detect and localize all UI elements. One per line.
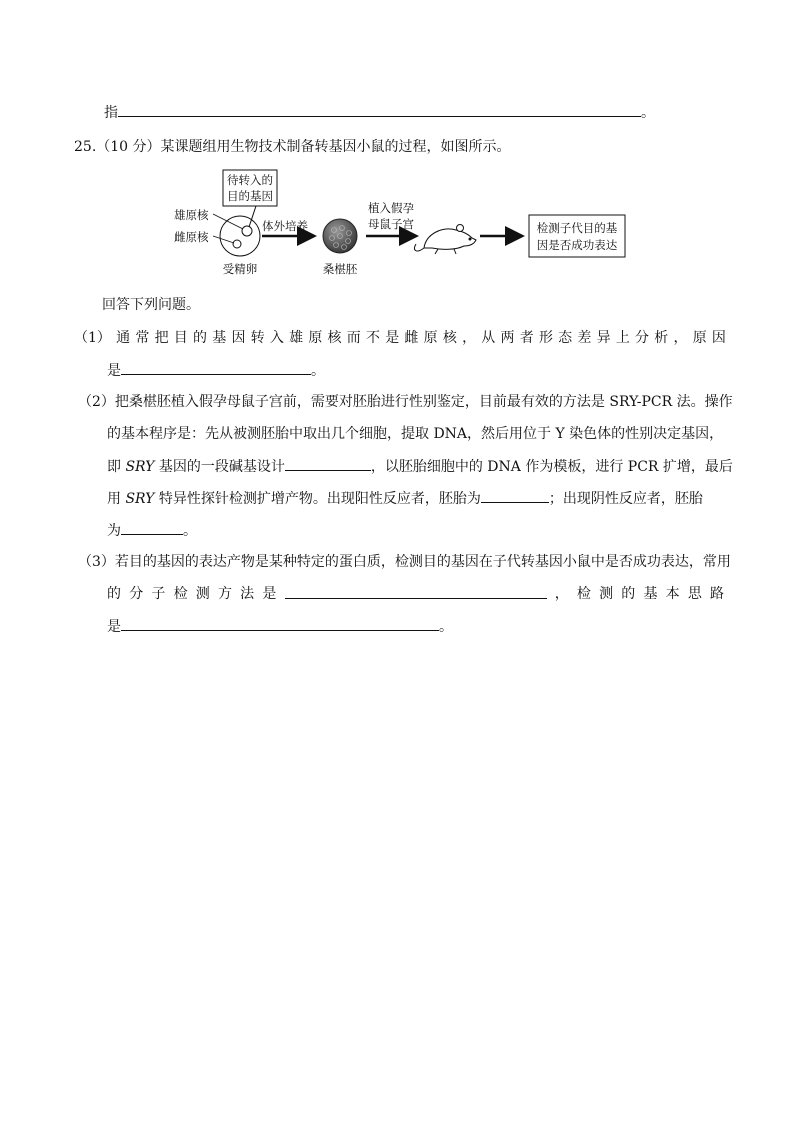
gene-box-line1: 待转入的: [227, 173, 273, 187]
sub1-char: 析: [654, 330, 669, 346]
sub1-char: 异: [596, 330, 611, 346]
sub3-char: 测: [195, 586, 210, 602]
male-nucleus-label: 雄原核: [174, 208, 209, 222]
sub3-char: ，: [554, 586, 569, 602]
sub1-char: 入: [269, 330, 284, 346]
answer-blank[interactable]: [118, 102, 641, 117]
sub3-char: 本: [665, 586, 680, 602]
top-fill-prefix: 指: [104, 105, 118, 121]
sub3-char: 检: [576, 586, 591, 602]
result-box-line1: 检测子代目的基: [536, 221, 618, 235]
answer-blank[interactable]: [285, 456, 371, 471]
sub1-char: 分: [635, 330, 650, 346]
sub2-line5: [107, 520, 197, 541]
sub1-char: 而: [346, 330, 361, 346]
female-nucleus-label: 雌原核: [174, 230, 209, 244]
sub3-line3-suffix: 。: [439, 619, 453, 635]
sub1-line2: [107, 360, 325, 381]
sub2-line3: [107, 456, 733, 477]
sub3-char: 基: [643, 586, 658, 602]
sub1-char: 原: [308, 330, 323, 346]
question-number: 25.: [74, 139, 97, 155]
sub2-line3-c: ，以胚胎细胞中的 DNA 作为模板，进行 PCR 扩增，最后: [370, 459, 733, 475]
sub2-text-1: 把桑椹胚植入假孕母鼠子宫前，需要对胚胎进行性别鉴定，目前最有效的方法是 SRY-PCR 法。操作: [114, 394, 733, 410]
sub1-char: 雄: [289, 330, 304, 346]
sub1-char: 核: [442, 330, 457, 346]
sub1-char: 是: [385, 330, 400, 346]
sub1-char: 通: [116, 330, 131, 346]
sub3-line3-prefix: 是: [107, 619, 121, 635]
sub1-char: 雌: [404, 330, 419, 346]
male-nucleus-dot: [242, 226, 252, 236]
sub1-label: （1）: [74, 330, 111, 346]
morula-label: 桑椹胚: [322, 262, 358, 276]
sub1-char: ，: [673, 330, 688, 346]
sub1-char: 态: [558, 330, 573, 346]
sub1-char: 原: [423, 330, 438, 346]
sub3-char: 思: [687, 586, 702, 602]
sub3-char: 的: [107, 586, 121, 602]
sub1-char: 上: [615, 330, 630, 346]
sub3-char: 测: [599, 586, 614, 602]
morula: [323, 219, 357, 253]
answer-prompt: 回答下列问题。: [102, 297, 200, 313]
sub3-char: 路: [710, 586, 724, 602]
sub1-line1: [74, 328, 726, 348]
step1-label: 体外培养: [262, 219, 308, 233]
sub2-line2: 的基本程序是：先从被测胚胎中取出几个细胞，提取 DNA，然后用位于 Y 染色体的性别决定基因，: [107, 426, 724, 442]
sub3-line3: [107, 616, 453, 637]
answer-blank[interactable]: [121, 616, 439, 631]
sub3-label: （3）: [78, 554, 115, 570]
sub2-line5-a: 为: [107, 523, 121, 539]
sub1-char: 者: [519, 330, 534, 346]
sub2-line4: [107, 488, 703, 509]
answer-blank[interactable]: [121, 360, 311, 375]
sub1-char: 原: [692, 330, 707, 346]
sub2-line3-a: 即: [107, 459, 126, 475]
mouse-icon: [414, 225, 476, 255]
sub1-line2-suffix: 。: [311, 363, 325, 379]
sub3-text-1: 若目的基因的表达产物是某种特定的蛋白质，检测目的基因在子代转基因小鼠中是否成功表达，常用: [114, 554, 731, 570]
sub2-line4-b: 特异性探针检测扩增产物。出现阳性反应者，胚胎为: [154, 491, 481, 507]
female-nucleus-dot: [233, 240, 241, 248]
sub3-line2: [107, 584, 724, 604]
sub1-char: 从: [481, 330, 496, 346]
sub1-char: 目: [173, 330, 188, 346]
sub2-line1: [78, 392, 733, 412]
sub2-line4-a: 用: [107, 491, 126, 507]
sub2-line5-b: 。: [183, 523, 197, 539]
sub3-char: 子: [151, 586, 166, 602]
fertilized-egg-label: 受精卵: [222, 262, 258, 276]
sub3-char: 是: [262, 586, 277, 602]
fertilized-egg: [220, 216, 260, 256]
sub2-line4-c: ；出现阴性反应者，胚胎: [548, 491, 703, 507]
question-25-stem: [74, 137, 511, 157]
sub1-char: 核: [327, 330, 342, 346]
sry-gene: SRY: [125, 459, 155, 475]
sub1-char: 常: [135, 330, 150, 346]
answer-blank[interactable]: [285, 584, 547, 599]
sub1-char: 两: [500, 330, 515, 346]
sub1-char: ，: [462, 330, 477, 346]
sub3-char: 检: [173, 586, 188, 602]
top-fill-suffix: 。: [641, 105, 655, 121]
sub1-line2-prefix: 是: [107, 363, 121, 379]
sub1-char: 把: [154, 330, 169, 346]
sub1-char: 差: [577, 330, 592, 346]
sub1-char: 因: [711, 330, 726, 346]
sub3-char: 的: [621, 586, 636, 602]
sub1-char: 转: [250, 330, 265, 346]
sub3-line1: [78, 552, 731, 572]
top-fill-line: [104, 102, 655, 123]
question-stem: 某课题组用生物技术制备转基因小鼠的过程，如图所示。: [160, 139, 511, 155]
sub1-char: 不: [365, 330, 380, 346]
transgenic-mouse-diagram: [160, 168, 630, 283]
sub1-char: 因: [231, 330, 246, 346]
gene-box-line2: 目的基因: [227, 189, 273, 203]
step2-label-line2: 母鼠子宫: [368, 217, 414, 231]
question-score: （10 分）: [96, 139, 161, 155]
sry-gene: SRY: [125, 491, 155, 507]
step2-label-line1: 植入假孕: [368, 201, 414, 215]
sub3-char: 法: [240, 586, 255, 602]
sub2-label: （2）: [78, 394, 115, 410]
sub3-char: 分: [129, 586, 144, 602]
sub1-char: 基: [212, 330, 227, 346]
sub1-char: 的: [193, 330, 208, 346]
answer-blank[interactable]: [481, 488, 549, 503]
sub1-char: 形: [538, 330, 553, 346]
sub2-line3-b: 基因的一段碱基设计: [154, 459, 285, 475]
answer-blank[interactable]: [121, 520, 183, 535]
result-box-line2: 因是否成功表达: [536, 238, 618, 252]
sub3-char: 方: [217, 586, 232, 602]
